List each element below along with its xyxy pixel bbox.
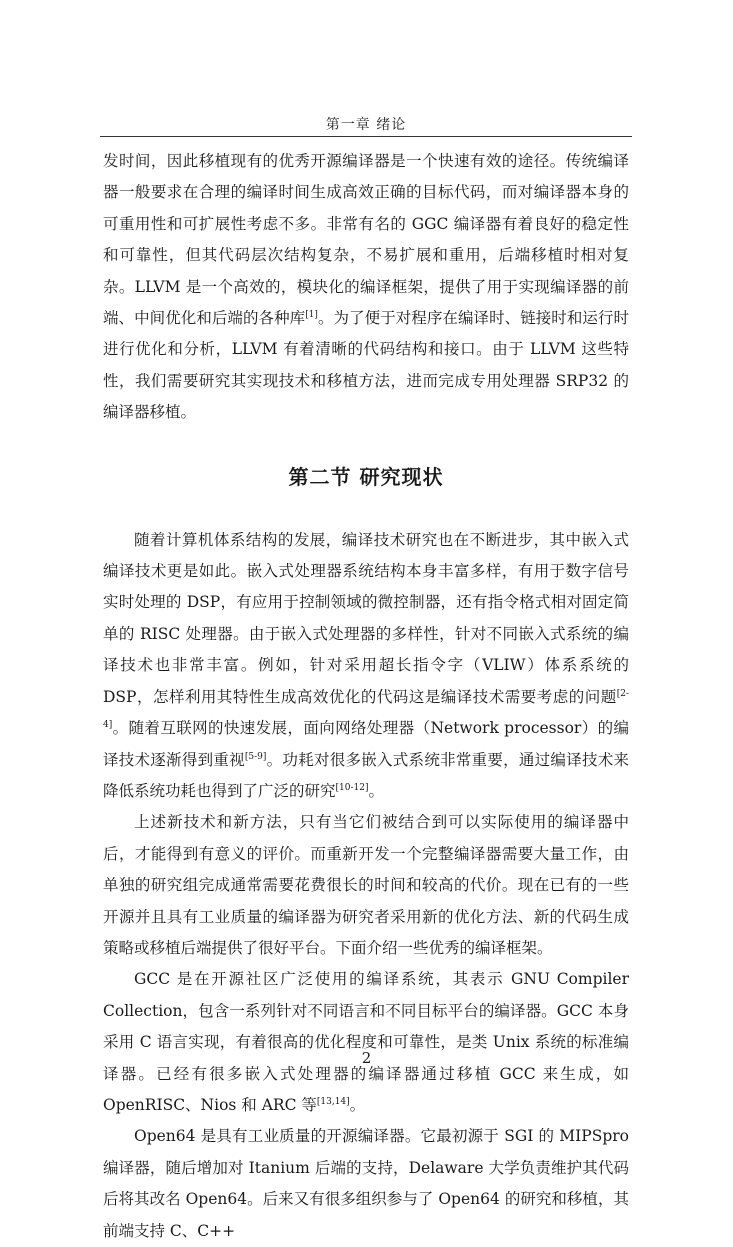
paragraph-open64 xyxy=(103,1121,629,1247)
paragraph-text: 。 xyxy=(349,1095,366,1114)
paragraph-gcc xyxy=(103,964,629,1121)
page-number: 2 xyxy=(361,1049,372,1067)
citation: [1] xyxy=(305,309,318,320)
running-header: 第一章 绪论 xyxy=(325,117,407,133)
paragraph-text: 。随着互联网的快速发展，面向网络处理器（Network processor）的编译技术逐渐得到重视 xyxy=(103,719,629,769)
paragraph-continued xyxy=(103,146,629,429)
citation: [10-12] xyxy=(335,782,369,793)
paragraph-text: 上述新技术和新方法，只有当它们被结合到可以实际使用的编译器中后，才能得到有意义的评价。而重新开发一个完整编译器需要大量工作，由单独的研究组完成通常需要花费很长的时间和较高的代价。现在已有的一些开源并且具有工业质量的编译器为研究者采用新的优化方法、新的代码生成策略或移植后端提供了很好平台。下面介绍一些优秀的编译框架。 xyxy=(103,813,629,957)
citation: [5-9] xyxy=(244,751,267,762)
paragraph-embedded-compilers xyxy=(103,525,629,808)
citation: [13,14] xyxy=(316,1096,350,1107)
citation: [2-4] xyxy=(103,688,629,730)
paragraph-text: 随着计算机体系结构的发展，编译技术研究也在不断进步，其中嵌入式编译技术更是如此。嵌入式处理器系统结构本身丰富多样，有用于数字信号实时处理的 DSP，有应用于控制领域的微控制器，还有指令格式相对固定简单的 RISC 处理器。由于嵌入式处理器的多样性，针对不同嵌入式系统的编译技术也非常丰富。例如，针对采用超长指令字（VLIW）体系系统的 DSP，怎样利用其特性生成高效优化的代码这是编译技术需要考虑的问题 xyxy=(103,530,629,706)
page-body xyxy=(103,146,629,1247)
paragraph-open-source-frameworks xyxy=(103,807,629,964)
paragraph-text: GCC 是在开源社区广泛使用的编译系统，其表示 GNU Compiler Collection，包含一系列针对不同语言和不同目标平台的编译器。GCC 本身采用 C 语言实现，有着很高的优化程度和可靠性，是类 Unix 系统的标准编译器。已经有很多嵌入式处理器的编译器通过移植 GCC 来生成，如 OpenRISC、Nios 和 ARC 等 xyxy=(103,970,629,1114)
paragraph-text: 。功耗对很多嵌入式系统非常重要，通过编译技术来降低系统功耗也得到了广泛的研究 xyxy=(103,750,629,800)
section-heading: 第二节 研究现状 xyxy=(288,464,444,489)
paragraph-text: 发时间，因此移植现有的优秀开源编译器是一个快速有效的途径。传统编译器一般要求在合理的编译时间生成高效正确的目标代码，而对编译器本身的可重用性和可扩展性考虑不多。非常有名的 GGC 编译器有着良好的稳定性和可靠性，但其代码层次结构复杂，不易扩展和重用，后端移植时相对复杂。LLVM 是一个高效的，模块化的编译框架，提供了用于实现编译器的前端、中间优化和后端的各种库 xyxy=(103,152,629,328)
paragraph-text: 。 xyxy=(368,781,384,800)
paragraph-text: 。为了便于对程序在编译时、链接时和运行时进行优化和分析，LLVM 有着清晰的代码结构和接口。由于 LLVM 这些特性，我们需要研究其实现技术和移植方法，进而完成专用处理器 SRP32 的编译器移植。 xyxy=(103,309,629,422)
header-rule xyxy=(100,136,632,137)
paragraph-text: Open64 是具有工业质量的开源编译器。它最初源于 SGI 的 MIPSpro 编译器，随后增加对 Itanium 后端的支持，Delaware 大学负责维护其代码后将其改名 Open64。后来又有很多组织参与了 Open64 的研究和移植，其前端支持 C、C++ xyxy=(103,1127,629,1240)
